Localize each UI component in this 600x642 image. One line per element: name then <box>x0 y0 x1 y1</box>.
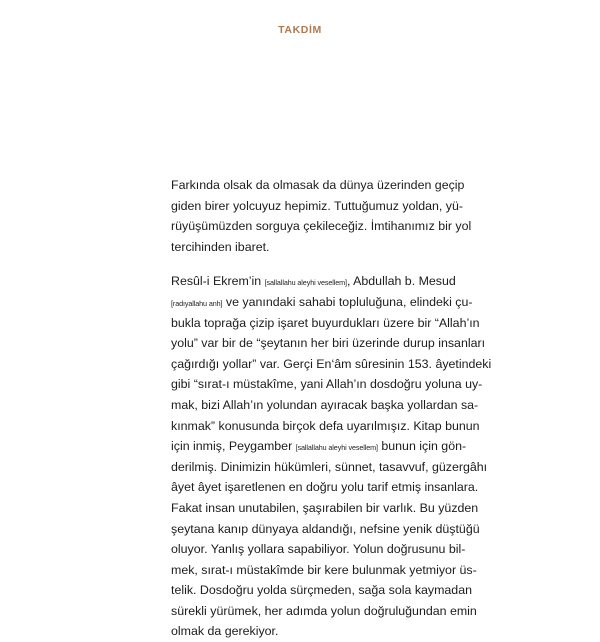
text-fragment: bunun için gön- <box>377 439 467 454</box>
paragraph-1 <box>171 175 472 257</box>
honorific-text: [radıyallahu anh] <box>171 298 223 308</box>
text-line: kınmak” konusunda birçok defa uyarılmışız. Kitap bunun <box>171 418 480 433</box>
honorific-text: [sallallahu aleyhi vesellem] <box>264 278 347 288</box>
text-line <box>171 436 467 457</box>
text-line <box>171 271 456 292</box>
text-line: derilmiş. Dinimizin hükümleri, sünnet, tasavvuf, güzergâhı <box>171 459 488 474</box>
text-line: tercihinden ibaret. <box>171 239 270 254</box>
text-line: gibi “sırat-ı müstakîme, yani Allah’ın dosdoğru yoluna uy- <box>171 377 483 392</box>
text-line: telik. Dosdoğru yolda sürçmeden, sağa sola kaymadan <box>171 583 472 598</box>
text-line: mak, bizi Allah’ın yolundan ayıracak başka yollardan sa- <box>171 397 479 412</box>
text-line: rüyüşümüzden sorguya çekileceğiz. İmtihanımız bir yol <box>171 219 472 234</box>
text-fragment: , Abdullah b. Mesud <box>346 274 456 289</box>
paragraph-2 <box>171 271 492 642</box>
page-title: TAKDİM <box>278 24 322 36</box>
text-line: çağırdığı yollar” var. Gerçi En‘âm sûresinin 153. âyetindeki <box>171 356 492 371</box>
text-line: bukla toprağa çizip işaret buyurdukları üzere bir “Allah’ın <box>171 315 480 330</box>
text-line: giden birer yolcuyuz hepimiz. Tuttuğumuz yoldan, yü- <box>171 198 464 213</box>
text-line: Farkında olsak da olmasak da dünya üzerinden geçip <box>171 178 465 192</box>
body-text <box>171 175 492 642</box>
text-line: âyet âyet işaretlenen en doğru yolu tarif etmiş insanlara. <box>171 480 479 495</box>
text-line: oluyor. Yanlış yollara sapabiliyor. Yolun doğrusunu bil- <box>171 542 466 557</box>
honorific-text: [sallallahu aleyhi vesellem] <box>295 443 378 453</box>
text-line: sürekli yürümek, her adımda yolun doğruluğundan emin <box>171 603 477 618</box>
text-line: Fakat insan unutabilen, şaşırabilen bir varlık. Bu yüzden <box>171 500 479 515</box>
text-line: olmak da gerekiyor. <box>171 624 279 639</box>
text-line: yolu” var bir de “şeytanın her biri üzerinde durup insanları <box>171 336 486 351</box>
text-fragment: için inmiş, Peygamber <box>171 439 296 454</box>
text-fragment: ve yanındaki sahabi topluluğuna, elindeki çu- <box>222 294 473 309</box>
text-line: mek, sırat-ı müstakîmde bir kere bulunmak yetmiyor üs- <box>171 562 477 577</box>
paragraph-gap <box>171 257 439 271</box>
text-fragment: Resûl-i Ekrem’in <box>171 274 265 289</box>
text-line: şeytana kanıp dünyaya aldandığı, nefsine yenik düştüğü <box>171 521 480 536</box>
text-line <box>171 292 473 313</box>
